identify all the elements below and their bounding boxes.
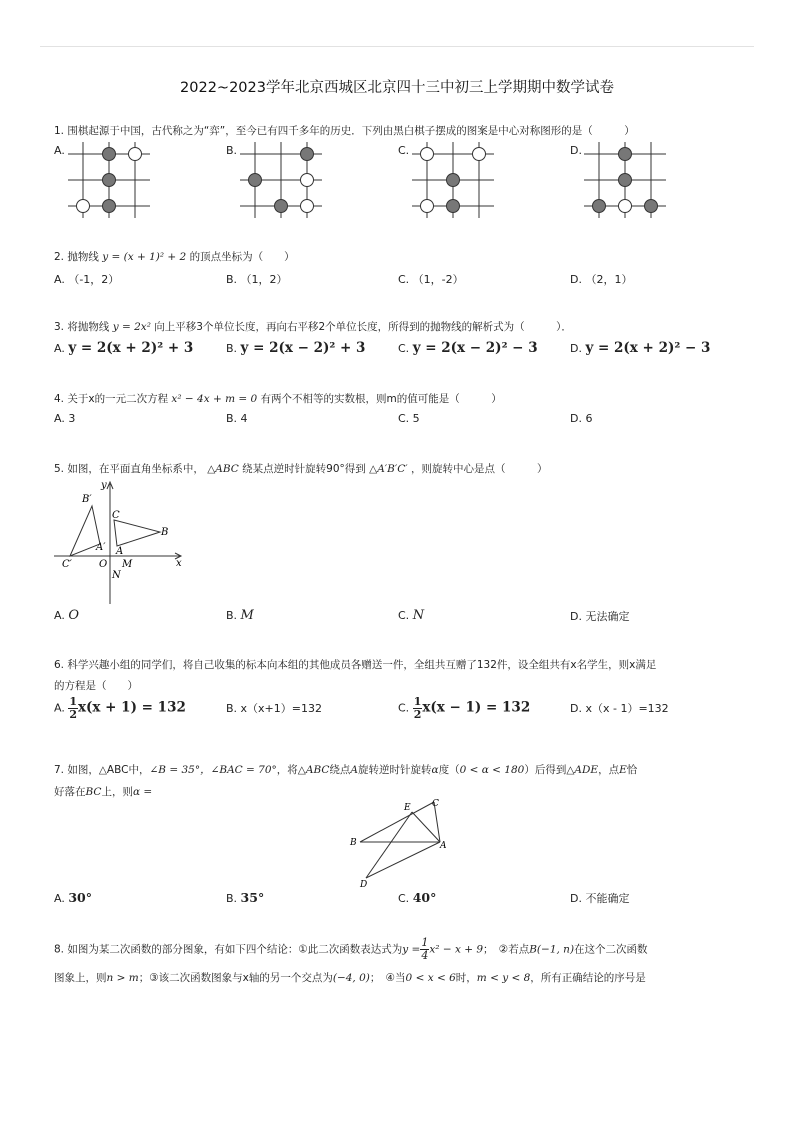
q7-l1-expr5: 0 < α < 180 xyxy=(459,764,525,776)
q8-l1-b: ； ②若点 xyxy=(483,943,530,956)
q2-tail: 的顶点坐标为（ ） xyxy=(189,251,295,263)
q4-expr: x² − 4x + m = 0 xyxy=(171,393,258,405)
q7-option-a xyxy=(54,890,92,905)
q2-num: 2. 抛物线 xyxy=(54,251,99,263)
top-divider xyxy=(40,46,754,47)
q7-l1-b: ，将 xyxy=(276,764,298,776)
q6-stem-line2: 的方程是（ ） xyxy=(54,680,138,692)
q7-label-d: D xyxy=(360,880,368,890)
q7-l1-e: 度（ xyxy=(438,764,460,776)
q5-expr2: △A′B′C′ xyxy=(369,463,408,475)
q6-option-c-fraction xyxy=(413,696,423,721)
q1-go-board-a xyxy=(68,142,156,218)
q5-option-a xyxy=(54,608,79,623)
q5-stem-a: 5. 如图，在平面直角坐标系中， xyxy=(54,463,204,475)
q8-fraction xyxy=(420,937,429,962)
q1-stem: 1. 围棋起源于中国，古代称之为“弈”，至今已有四千多年的历史．下列由黑白棋子摆成的图案是中心对称图形的是（ ） xyxy=(54,125,635,137)
q6-option-c-frac-num: 1 xyxy=(413,695,422,708)
q7-option-c-value: 40° xyxy=(412,890,437,905)
q3-option-d xyxy=(570,340,710,356)
q5-option-c xyxy=(398,608,424,623)
q5-label-o: O xyxy=(99,559,108,570)
q5-stem-b: 绕某点逆时针旋转90°得到 xyxy=(242,463,366,475)
q7-l2-expr: BC xyxy=(85,786,102,798)
q7-label-e: E xyxy=(404,803,411,813)
q6-option-a xyxy=(54,696,186,721)
q5-label-y: y xyxy=(101,480,107,491)
q7-label-c: C xyxy=(432,799,439,809)
q7-label-b: B xyxy=(350,838,357,848)
q4-option-c: C. 5 xyxy=(398,412,420,425)
q7-label-a: A xyxy=(440,841,447,851)
q4-stem-b: 有两个不相等的实数根，则m的值可能是（ ） xyxy=(260,393,502,405)
q6-option-c xyxy=(398,696,530,721)
q2-option-d: D. （2，1） xyxy=(570,273,633,286)
q7-figure-rotation-triangle xyxy=(346,798,456,890)
q8-stem-line2 xyxy=(54,970,646,985)
q3-stem xyxy=(54,319,572,334)
q3-option-a-expr: y = 2(x + 2)² + 3 xyxy=(68,340,194,356)
q5-label-c-prime: C′ xyxy=(62,559,72,570)
page-title: 2022~2023学年北京西城区北京四十三中初三上学期期中数学试卷 xyxy=(180,80,614,96)
q7-option-a-value: 30° xyxy=(68,890,92,905)
q4-option-d: D. 6 xyxy=(570,412,593,425)
q7-l1-g: ，点 xyxy=(598,764,620,776)
q7-option-d: D. 不能确定 xyxy=(570,892,630,905)
q7-option-c xyxy=(398,890,436,905)
q5-label-c: C xyxy=(112,510,120,521)
q5-figure-coordinate-plane xyxy=(52,478,192,606)
q8-l2-expr3: 0 < x < 6 xyxy=(405,972,456,984)
q8-l2-b: ；③该二次函数图象与x轴的另一个交点为 xyxy=(138,972,333,984)
q8-l2-expr4: m < y < 8 xyxy=(476,972,531,984)
q6-option-a-frac-den: 2 xyxy=(69,708,77,721)
q3-expr: y = 2x² xyxy=(112,321,151,333)
q7-l1-expr2: △ABC xyxy=(297,764,330,776)
q8-l2-c: ； ④当 xyxy=(369,972,406,984)
q5-expr1: △ABC xyxy=(207,463,239,475)
q8-l2-d: 时， xyxy=(455,972,477,984)
q7-l1-f: ）后得到 xyxy=(524,764,567,776)
q6-option-a-frac-num: 1 xyxy=(69,695,77,708)
q6-option-c-frac-den: 2 xyxy=(413,708,422,721)
q3-option-a-label: A. xyxy=(54,342,65,355)
q8-stem-line1 xyxy=(54,937,648,962)
q1-go-board-c xyxy=(412,142,500,218)
q2-option-c: C. （1，-2） xyxy=(398,273,464,286)
q2-option-a: A. （-1，2） xyxy=(54,273,120,286)
q5-label-b: B xyxy=(161,527,169,538)
q1-option-d-label: D. xyxy=(570,144,582,157)
q8-l2-expr1: n > m xyxy=(106,972,139,984)
q7-stem-line2 xyxy=(54,784,152,799)
q1-option-b-label: B. xyxy=(226,144,238,157)
q5-stem xyxy=(54,461,548,476)
q5-option-a-value: O xyxy=(68,608,79,623)
q5-option-b-value: M xyxy=(240,608,254,623)
q7-l1-expr3: A xyxy=(350,764,358,776)
q8-l1-expr-a: y = xyxy=(402,943,421,956)
q6-option-b: B. x（x+1）=132 xyxy=(226,702,322,715)
q2-option-b: B. （1，2） xyxy=(226,273,288,286)
q7-l1-c: 绕点 xyxy=(329,764,351,776)
q6-option-a-expr: x(x + 1) = 132 xyxy=(77,699,186,716)
q8-l1-expr-b: x² − x + 9 xyxy=(429,943,484,956)
q7-option-b-value: 35° xyxy=(240,890,265,905)
q7-l1-expr7: E xyxy=(619,764,627,776)
q1-option-a-label: A. xyxy=(54,144,65,157)
q5-stem-c: ，则旋转中心是点（ ） xyxy=(411,463,548,475)
q4-option-b: B. 4 xyxy=(226,412,248,425)
q8-l1-c: 在这个二次函数 xyxy=(574,943,648,956)
q8-l1-expr-c: B(−1, n) xyxy=(529,943,575,956)
q4-stem-a: 4. 关于x的一元二次方程 xyxy=(54,393,169,405)
q3-option-a xyxy=(54,340,193,356)
q8-frac-den: 4 xyxy=(421,949,429,962)
q5-option-c-label: C. xyxy=(398,609,410,622)
q1-go-board-d xyxy=(584,142,672,218)
q3-option-c-label: C. xyxy=(398,342,410,355)
q6-option-c-label: C. xyxy=(398,701,410,715)
q2-expr: y = (x + 1)² + 2 xyxy=(102,251,187,263)
q5-option-d: D. 无法确定 xyxy=(570,610,630,623)
q5-label-a: A xyxy=(116,546,124,557)
q3-option-c-expr: y = 2(x − 2)² − 3 xyxy=(412,340,538,356)
q3-option-b xyxy=(226,340,365,356)
q3-option-d-label: D. xyxy=(570,342,582,355)
q5-label-b-prime: B′ xyxy=(82,494,92,505)
q8-l2-expr2: (−4, 0) xyxy=(332,972,370,984)
q8-l2-a: 图象上，则 xyxy=(54,972,107,984)
q5-option-c-value: N xyxy=(412,608,425,623)
q7-option-b xyxy=(226,890,264,905)
q4-stem xyxy=(54,391,502,406)
q7-l1-expr1: ∠B = 35°，∠BAC = 70° xyxy=(149,764,277,776)
q7-option-b-label: B. xyxy=(226,892,238,905)
q7-l2-expr2: α = xyxy=(132,786,153,798)
q5-option-b xyxy=(226,608,254,623)
q7-l2-b: 上，则 xyxy=(101,786,133,798)
q4-option-a: A. 3 xyxy=(54,412,76,425)
q5-label-x: x xyxy=(176,558,182,569)
q7-stem-line1 xyxy=(54,762,637,777)
q3-option-c xyxy=(398,340,538,356)
q6-option-a-label: A. xyxy=(54,701,65,715)
q8-l1-a: 8. 如图为某二次函数的部分图象，有如下四个结论：①此二次函数表达式为 xyxy=(54,943,403,956)
q3-option-d-expr: y = 2(x + 2)² − 3 xyxy=(585,340,711,356)
q5-label-n: N xyxy=(112,570,121,581)
q5-label-a-prime: A′ xyxy=(96,542,106,553)
q6-option-d: D. x（x - 1）=132 xyxy=(570,702,669,715)
q6-stem-line1: 6. 科学兴趣小组的同学们，将自己收集的标本向本组的其他成员各赠送一件，全组共互赠了132件，设全组共有x名学生，则x满足 xyxy=(54,659,657,671)
q5-option-b-label: B. xyxy=(226,609,238,622)
q1-go-board-b xyxy=(240,142,328,218)
q6-option-a-fraction xyxy=(68,696,78,721)
q7-l1-h: 恰 xyxy=(626,764,638,776)
q7-option-c-label: C. xyxy=(398,892,410,905)
q7-l2-a: 好落在 xyxy=(54,786,86,798)
q7-l1-expr4: α xyxy=(431,764,439,776)
q7-option-a-label: A. xyxy=(54,892,65,905)
q3-stem-b: 向上平移3个单位长度，再向右平移2个单位长度，所得到的抛物线的解析式为（ ）． xyxy=(154,321,572,333)
q6-option-c-expr: x(x − 1) = 132 xyxy=(422,699,531,716)
q1-option-c-label: C. xyxy=(398,144,410,157)
q7-l1-a: 7. 如图，△ABC中， xyxy=(54,764,150,776)
q3-option-b-label: B. xyxy=(226,342,238,355)
q8-frac-num: 1 xyxy=(421,936,429,949)
q5-label-m: M xyxy=(122,559,133,570)
q3-stem-a: 3. 将抛物线 xyxy=(54,321,110,333)
q2-stem xyxy=(54,249,295,264)
q5-option-a-label: A. xyxy=(54,609,65,622)
q3-option-b-expr: y = 2(x − 2)² + 3 xyxy=(240,340,366,356)
q8-l2-e: ，所有正确结论的序号是 xyxy=(530,972,646,984)
q7-l1-expr6: △ADE xyxy=(566,764,599,776)
q7-l1-d: 旋转逆时针旋转 xyxy=(357,764,432,776)
